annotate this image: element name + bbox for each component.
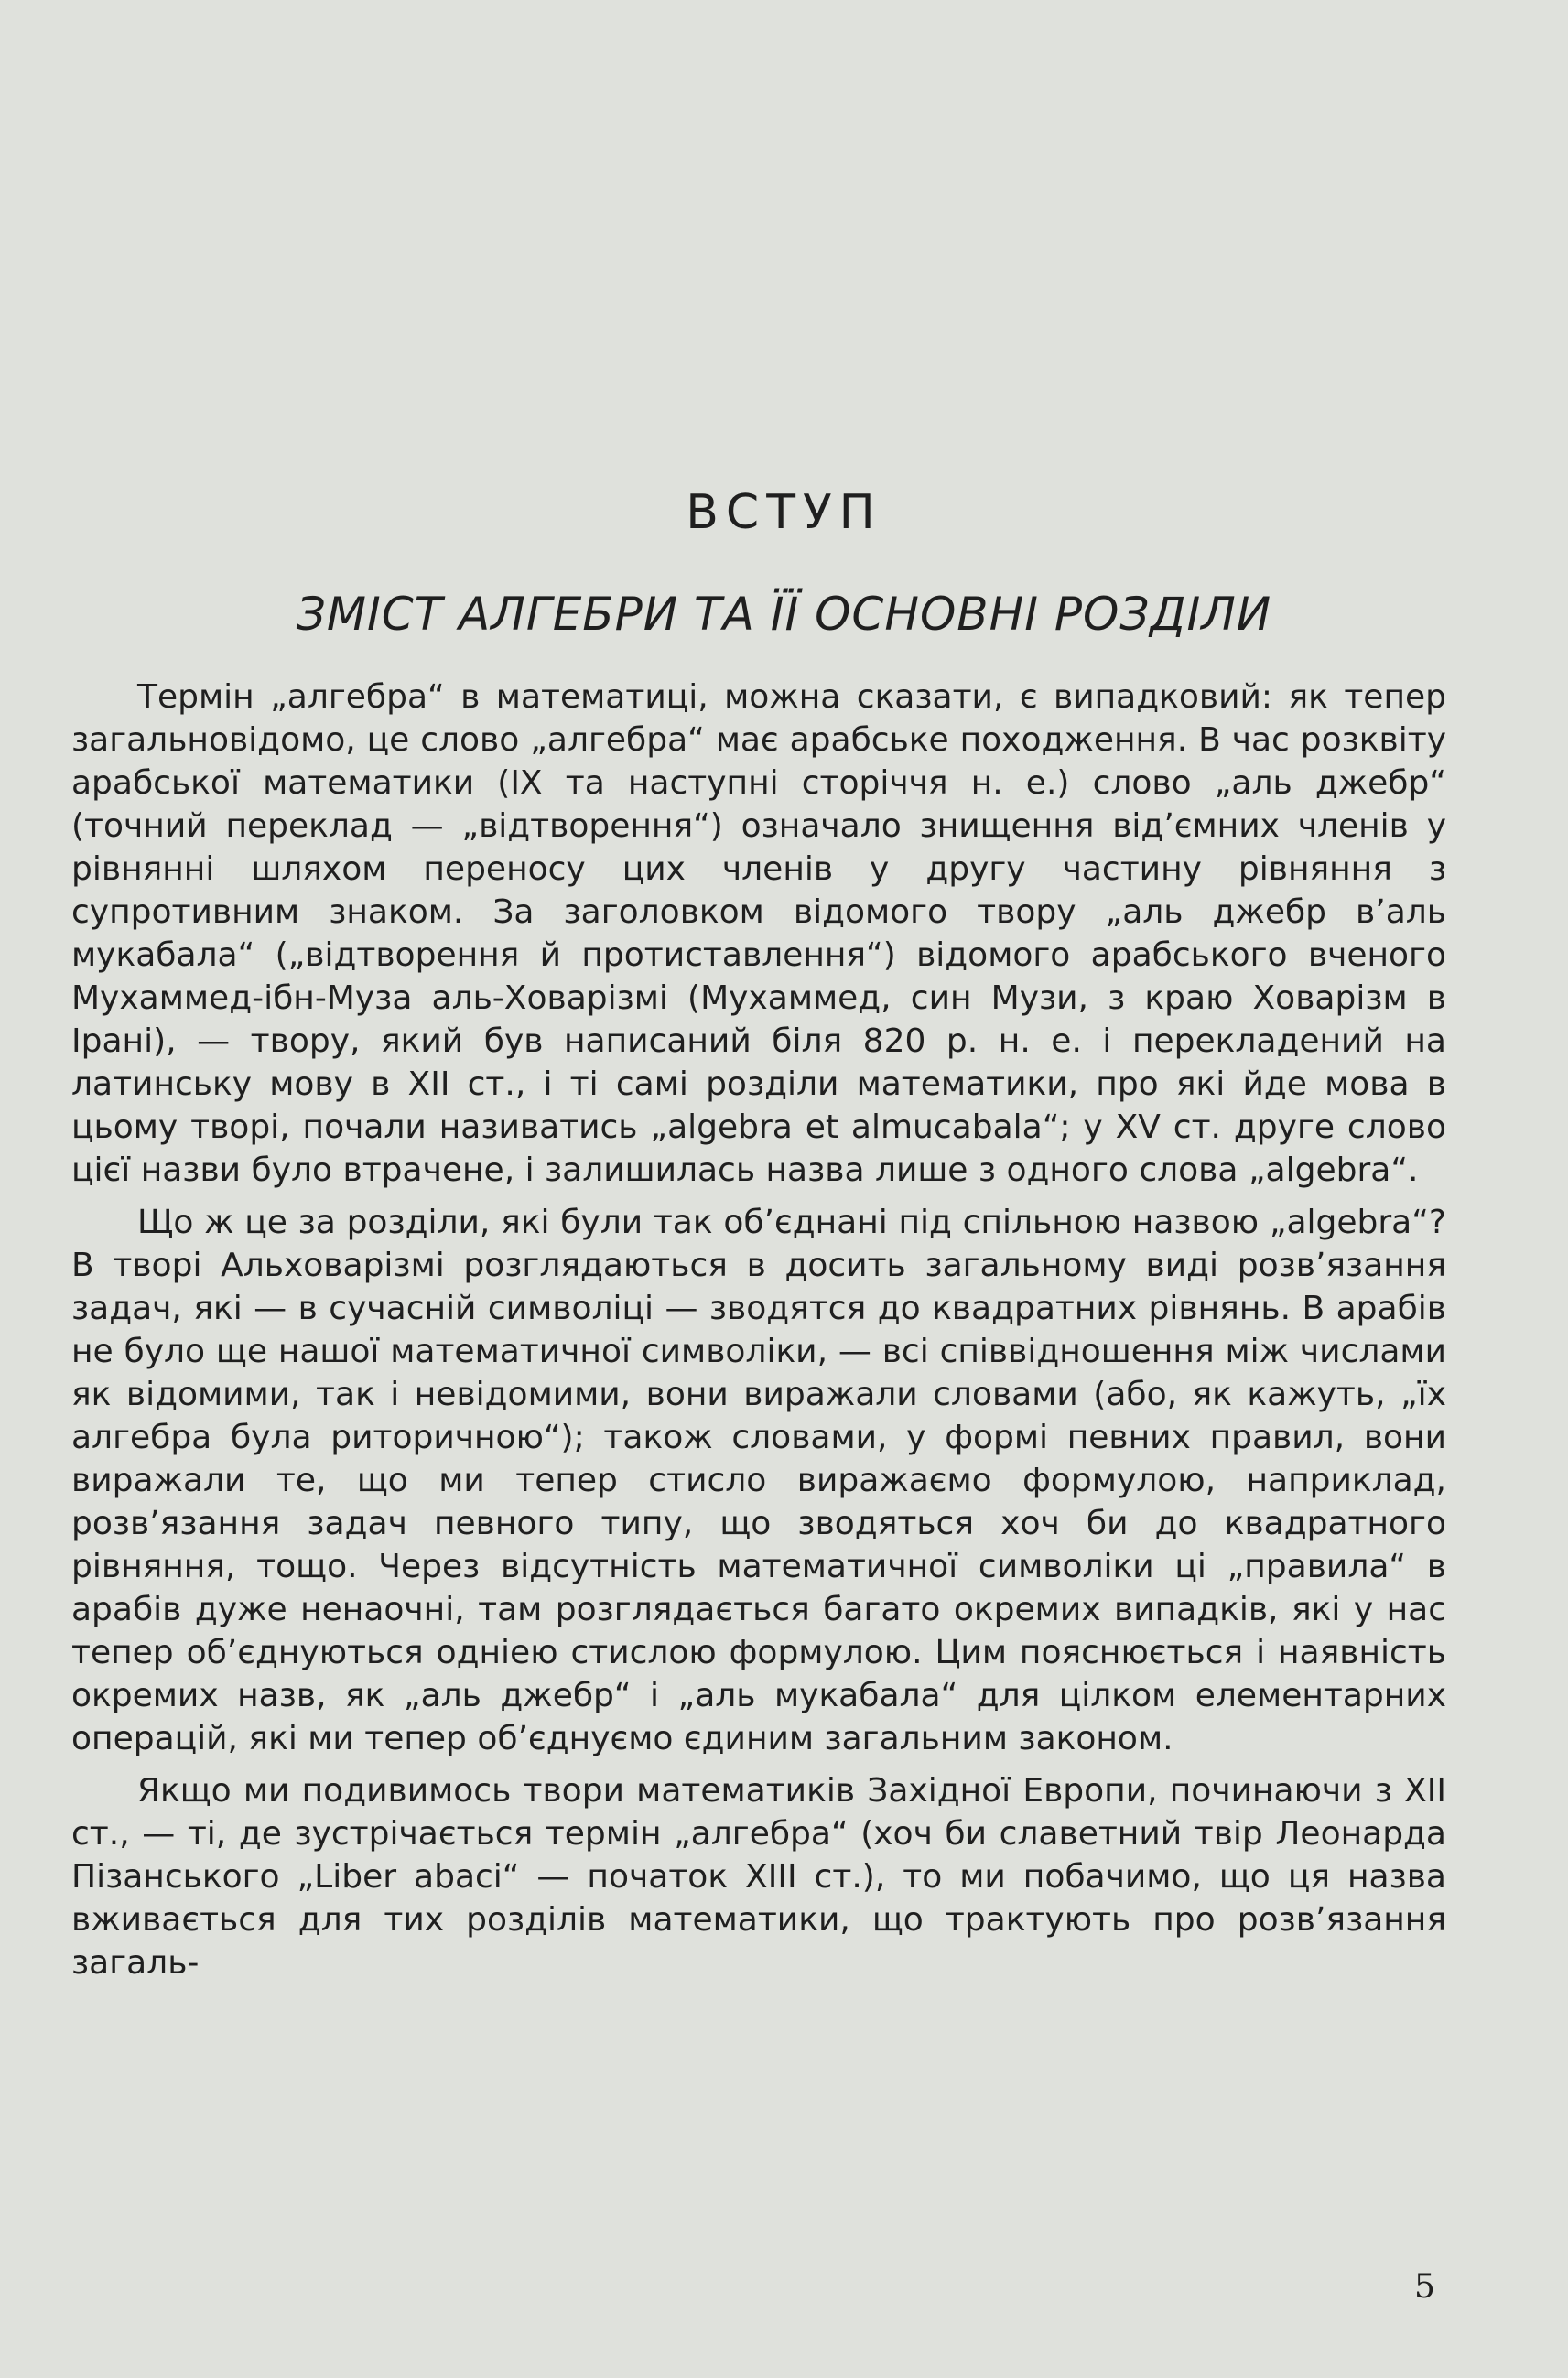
paragraph: Якщо ми подивимось твори математиків Західної Европи, починаючи з XII ст., — ті, де зустрічається термін „алгебра“ (хоч би славетний твір Леонарда Пізанського „Liber abaci“ — початок XIII ст.), то ми побачимо, що ця назва вживається для тих розділів математики, що трактують про розв’язання загаль- bbox=[71, 1772, 1446, 1982]
page-number: 5 bbox=[1414, 2268, 1435, 2306]
paragraph: Термін „алгебра“ в математиці, можна сказати, є випадковий: як тепер загальновідомо, це слово „алгебра“ має арабське походження. В час розквіту арабської математики (IX та наступні сторіччя н. е.) слово „аль джебр“ (точний переклад — „відтворення“) означало знищення від’ємних членів у рівнянні шляхом переносу цих членів у другу частину рівняння з супротивним знаком. За заголовком відомого твору „аль джебр в’аль мукабала“ („відтворення й протиставлення“) відомого арабського вченого Мухаммед-ібн-Муза аль-Ховарізмі (Мухаммед, син Музи, з краю Ховарізм в Ірані), — твору, який був написаний біля 820 р. н. е. і перекладений на латинську мову в XII ст., і ті самі розділи математики, про які йде мова в цьому творі, почали називатись „algebra et almucabala“; у XV ст. друге слово цієї назви було втрачене, і залишилась назва лише з одного слова „algebra“. bbox=[71, 678, 1446, 1189]
chapter-heading: ВСТУП bbox=[686, 485, 882, 540]
section-title: ЗМІСТ АЛГЕБРИ ТА ЇЇ ОСНОВНІ РОЗДІЛИ bbox=[296, 588, 1272, 641]
paragraph: Що ж це за розділи, які були так об’єднані під спільною назвою „algebra“? В творі Альховарізмі розглядаються в досить загальному виді розв’язання задач, які — в сучасній символіці — зводятся до квадратних рівнянь. В арабів не було ще нашої математичної символіки, — всі співвідношення між числами як відомими, так і невідомими, вони виражали словами (або, як кажуть, „їх алгебра була риторичною“); також словами, у формі певних правил, вони виражали те, що ми тепер стисло виражаємо формулою, наприклад, розв’язання задач певного типу, що зводяться хоч би до квадратного рівняння, тощо. Через відсутність математичної символіки ці „правила“ в арабів дуже ненаочні, там розглядається багато окремих випадків, які у нас тепер об’єднуються одніею стислою формулою. Цим пояснюється і наявність окремих назв, як „аль джебр“ і „аль мукабала“ для цілком елементарних операцій, які ми тепер об’єднуємо єдиним загальним законом. bbox=[71, 1204, 1446, 1757]
body-text bbox=[71, 676, 1446, 1984]
